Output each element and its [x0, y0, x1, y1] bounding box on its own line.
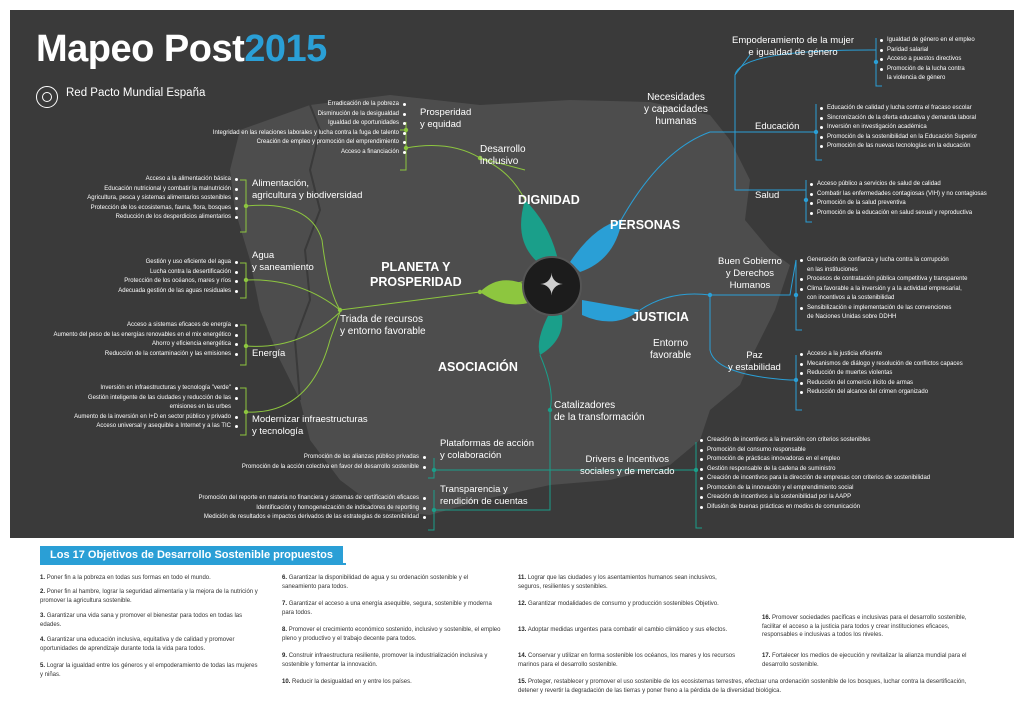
- global-compact-logo: [36, 86, 58, 108]
- list-item: Inversión en investigación académica: [820, 123, 977, 133]
- list-item: Procesos de contratación pública competitiva y transparente: [800, 275, 967, 285]
- list-item: Promoción de la educación en salud sexual y reproductiva: [810, 209, 987, 219]
- list-item: Inversión en infraestructuras y tecnología "verde": [74, 384, 238, 394]
- list-item: Creación de empleo y promoción del emprendimiento: [213, 138, 406, 148]
- list-item: Promoción de las nuevas tecnologías en la educación: [820, 142, 977, 152]
- group-buen-gobierno: Buen Gobierno y Derechos Humanos: [718, 256, 782, 291]
- list-item: Promoción de la innovación y el emprendimiento social: [700, 484, 930, 494]
- list-item: Disminución de la desigualdad: [213, 110, 406, 120]
- list-item: Mecanismos de diálogo y resolución de conflictos capaces: [800, 360, 963, 370]
- list-agua: [118, 258, 238, 296]
- list-item: Integridad en las relaciones laborales y lucha contra la fuga de talento: [213, 129, 406, 139]
- list-plataformas: [242, 453, 426, 472]
- asociacion-petal: [539, 312, 563, 355]
- group-salud: Salud: [755, 190, 780, 201]
- goal-item: 14. Conservar y utilizar en forma sostenible los océanos, los mares y los recursos marinos para el desarrollo sostenible.: [518, 653, 736, 668]
- goal-item: 8. Promover el crecimiento económico sostenido, inclusivo y sostenible, el empleo pleno y productivo y el trabajo decente para todos.: [282, 627, 501, 642]
- list-item: Identificación y homogeneización de indicadores de reporting: [199, 504, 426, 514]
- goals-panel: [10, 538, 1014, 710]
- group-agua: Agua y saneamiento: [252, 250, 314, 273]
- list-item: Igualdad de oportunidades: [213, 119, 406, 129]
- list-item: Acceso a sistemas eficaces de energía: [54, 321, 238, 331]
- goal-item: 2. Poner fin al hambre, lograr la seguridad alimentaria y la mejora de la nutrición y promover la agricultura sostenible.: [40, 589, 258, 604]
- page-title: Mapeo Post2015: [36, 28, 327, 70]
- goal-item: 10. Reducir la desigualdad en y entre los países.: [282, 679, 412, 685]
- group-prosperidad-equidad: Prosperidad y equidad: [420, 107, 472, 130]
- list-item: Educación de calidad y lucha contra el fracaso escolar: [820, 104, 977, 114]
- goal-item: 12. Garantizar modalidades de consumo y producción sostenibles Objetivo.: [518, 601, 719, 607]
- goal-item: 15. Proteger, restablecer y promover el uso sostenible de los ecosistemas terrestres, efectuar una ordenación sostenible de los bosques, luchar contra la desertificación, detener y revertir la degradación de las tierras y poner freno a la pérdida de la diversidad biológica.: [518, 679, 967, 694]
- list-item: Acceso a la justicia eficiente: [800, 350, 963, 360]
- list-item: Protección de los ecosistemas, fauna, flora, bosques: [87, 204, 238, 214]
- goal-item: 6. Garantizar la disponibilidad de agua y su ordenación sostenible y el saneamiento para todos.: [282, 575, 469, 590]
- list-alimentacion: [87, 175, 238, 223]
- hub-dignidad: DIGNIDAD: [518, 193, 580, 207]
- group-paz-estabilidad: Paz y estabilidad: [728, 350, 781, 373]
- list-infraestructuras: [74, 384, 238, 432]
- goal-item: 1. Poner fin a la pobreza en todas sus formas en todo el mundo.: [40, 575, 211, 581]
- list-item: Generación de confianza y lucha contra la corrupción en las instituciones: [800, 256, 967, 275]
- list-item: Gestión y uso eficiente del agua: [118, 258, 238, 268]
- list-item: Protección de los océanos, mares y ríos: [118, 277, 238, 287]
- list-educacion: [820, 104, 977, 152]
- list-item: Acceso a puestos directivos: [880, 55, 975, 65]
- list-item: Reducción de muertes violentas: [800, 369, 963, 379]
- list-item: Promoción de las alianzas público privadas: [242, 453, 426, 463]
- goal-item: 11. Lograr que las ciudades y los asentamientos humanos sean inclusivos, seguros, resilientes y sostenibles.: [518, 575, 717, 590]
- branch-triada: Triada de recursos y entorno favorable: [340, 314, 426, 337]
- list-item: Creación de incentivos a la inversión con criterios sostenibles: [700, 436, 930, 446]
- list-item: Agricultura, pesca y sistemas alimentarios sostenibles: [87, 194, 238, 204]
- goal-item: 9. Construir infraestructura resiliente, promover la industrialización inclusiva y sostenible y fomentar la innovación.: [282, 653, 488, 668]
- group-empoderamiento-mujer: Empoderamiento de la mujer e igualdad de género: [732, 35, 854, 58]
- list-item: Reducción de la contaminación y las emisiones: [54, 350, 238, 360]
- list-energia: [54, 321, 238, 359]
- goal-item: 17. Fortalecer los medios de ejecución y revitalizar la alianza mundial para el desarrollo sostenible.: [762, 653, 967, 668]
- list-item: Gestión inteligente de las ciudades y reducción de las emisiones en las urbes: [74, 394, 238, 413]
- list-item: Gestión responsable de la cadena de suministro: [700, 465, 930, 475]
- list-item: Creación de incentivos a la sostenibilidad por la AAPP: [700, 493, 930, 503]
- list-item: Sincronización de la oferta educativa y demanda laboral: [820, 114, 977, 124]
- goal-item: 4. Garantizar una educación inclusiva, equitativa y de calidad y promover oportunidades de aprendizaje durante toda la vida para todos.: [40, 637, 235, 652]
- list-item: Promoción de la acción colectiva en favor del desarrollo sostenible: [242, 463, 426, 473]
- branch-desarrollo-inclusivo: Desarrollo inclusivo: [480, 144, 526, 167]
- hub-justicia: JUSTICIA: [632, 310, 689, 324]
- list-item: Promoción del reporte en materia no financiera y sistemas de certificación eficaces: [199, 494, 426, 504]
- list-prosperidad: [213, 100, 406, 157]
- list-empoderamiento: [880, 36, 975, 84]
- poster: [10, 10, 1014, 710]
- group-drivers: Drivers e Incentivos sociales y de mercado: [580, 454, 675, 477]
- hub-asociacion: ASOCIACIÓN: [438, 360, 518, 374]
- hub-personas: PERSONAS: [610, 218, 681, 232]
- goals-title: Los 17 Objetivos de Desarrollo Sostenible propuestos: [40, 546, 343, 564]
- branch-catalizadores: Catalizadores de la transformación: [554, 400, 645, 423]
- branch-entorno-favorable: Entorno favorable: [650, 338, 692, 361]
- title-year: 2015: [244, 28, 327, 70]
- list-item: Sensibilización e implementación de las convenciones de Naciones Unidas sobre DDHH: [800, 304, 967, 323]
- list-item: Aumento del peso de las energías renovables en el mix energético: [54, 331, 238, 341]
- goal-item: 13. Adoptar medidas urgentes para combatir el cambio climático y sus efectos.: [518, 627, 728, 633]
- list-item: Educación nutricional y combatir la malnutrición: [87, 185, 238, 195]
- goal-item: 5. Lograr la igualdad entre los géneros y el empoderamiento de todas las mujeres y niñas.: [40, 663, 258, 678]
- list-item: Acceso universal y asequible a Internet y a las TIC: [74, 422, 238, 432]
- list-item: Reducción del alcance del crimen organizado: [800, 388, 963, 398]
- list-item: Difusión de buenas prácticas en medios de comunicación: [700, 503, 930, 513]
- list-item: Lucha contra la desertificación: [118, 268, 238, 278]
- list-item: Ahorro y eficiencia energética: [54, 340, 238, 350]
- list-drivers: [700, 436, 930, 512]
- hub-planeta-prosperidad: PLANETA Y PROSPERIDAD: [370, 260, 462, 289]
- group-energia: Energía: [252, 348, 286, 359]
- list-item: Clima favorable a la inversión y a la actividad empresarial, con incentivos a la sostenibilidad: [800, 285, 967, 304]
- list-item: Igualdad de género en el empleo: [880, 36, 975, 46]
- list-item: Combatir las enfermedades contagiosas (VIH) y no contagiosas: [810, 190, 987, 200]
- list-item: Adecuada gestión de las aguas residuales: [118, 287, 238, 297]
- list-item: Promoción de la salud preventiva: [810, 199, 987, 209]
- list-item: Promoción del consumo responsable: [700, 446, 930, 456]
- list-item: Promoción de la sostenibilidad en la Educación Superior: [820, 133, 977, 143]
- goal-item: 16. Promover sociedades pacíficas e inclusivas para el desarrollo sostenible, facilitar el acceso a la justicia para todos y crear instituciones eficaces, responsables e inclusivas a todos los niveles.: [762, 615, 967, 638]
- list-item: Promoción de prácticas innovadoras en el empleo: [700, 455, 930, 465]
- group-plataformas: Plataformas de acción y colaboración: [440, 438, 534, 461]
- list-buen-gobierno: [800, 256, 967, 323]
- list-item: Erradicación de la pobreza: [213, 100, 406, 110]
- goal-item: 3. Garantizar una vida sana y promover el bienestar para todos en todas las edades.: [40, 613, 243, 628]
- goal-item: 7. Garantizar el acceso a una energía asequible, segura, sostenible y moderna para todos.: [282, 601, 492, 616]
- list-item: Reducción del comercio ilícito de armas: [800, 379, 963, 389]
- network-name: Red Pacto Mundial España: [66, 87, 206, 99]
- compass-icon: ✦: [522, 256, 582, 316]
- list-item: Reducción de los desperdicios alimentarios: [87, 213, 238, 223]
- goals-title-underline: [40, 563, 346, 565]
- list-salud: [810, 180, 987, 218]
- list-item: Aumento de la inversión en I+D en sector público y privado: [74, 413, 238, 423]
- list-item: Acceso a financiación: [213, 148, 406, 158]
- list-item: Medición de resultados e impactos derivados de las estrategias de sostenibilidad: [199, 513, 426, 523]
- list-item: Acceso público a servicios de salud de calidad: [810, 180, 987, 190]
- list-item: Promoción de la lucha contra la violencia de género: [880, 65, 975, 84]
- list-paz: [800, 350, 963, 398]
- list-item: Paridad salarial: [880, 46, 975, 56]
- group-infraestructuras: Modernizar infraestructuras y tecnología: [252, 414, 368, 437]
- group-alimentacion: Alimentación, agricultura y biodiversidad: [252, 178, 363, 201]
- list-item: Creación de incentivos para la dirección de empresas con criterios de sostenibilidad: [700, 474, 930, 484]
- list-transparencia: [199, 494, 426, 523]
- list-item: Acceso a la alimentación básica: [87, 175, 238, 185]
- group-educacion: Educación: [755, 121, 800, 132]
- group-transparencia: Transparencia y rendición de cuentas: [440, 484, 528, 507]
- branch-necesidades: Necesidades y capacidades humanas: [644, 92, 708, 127]
